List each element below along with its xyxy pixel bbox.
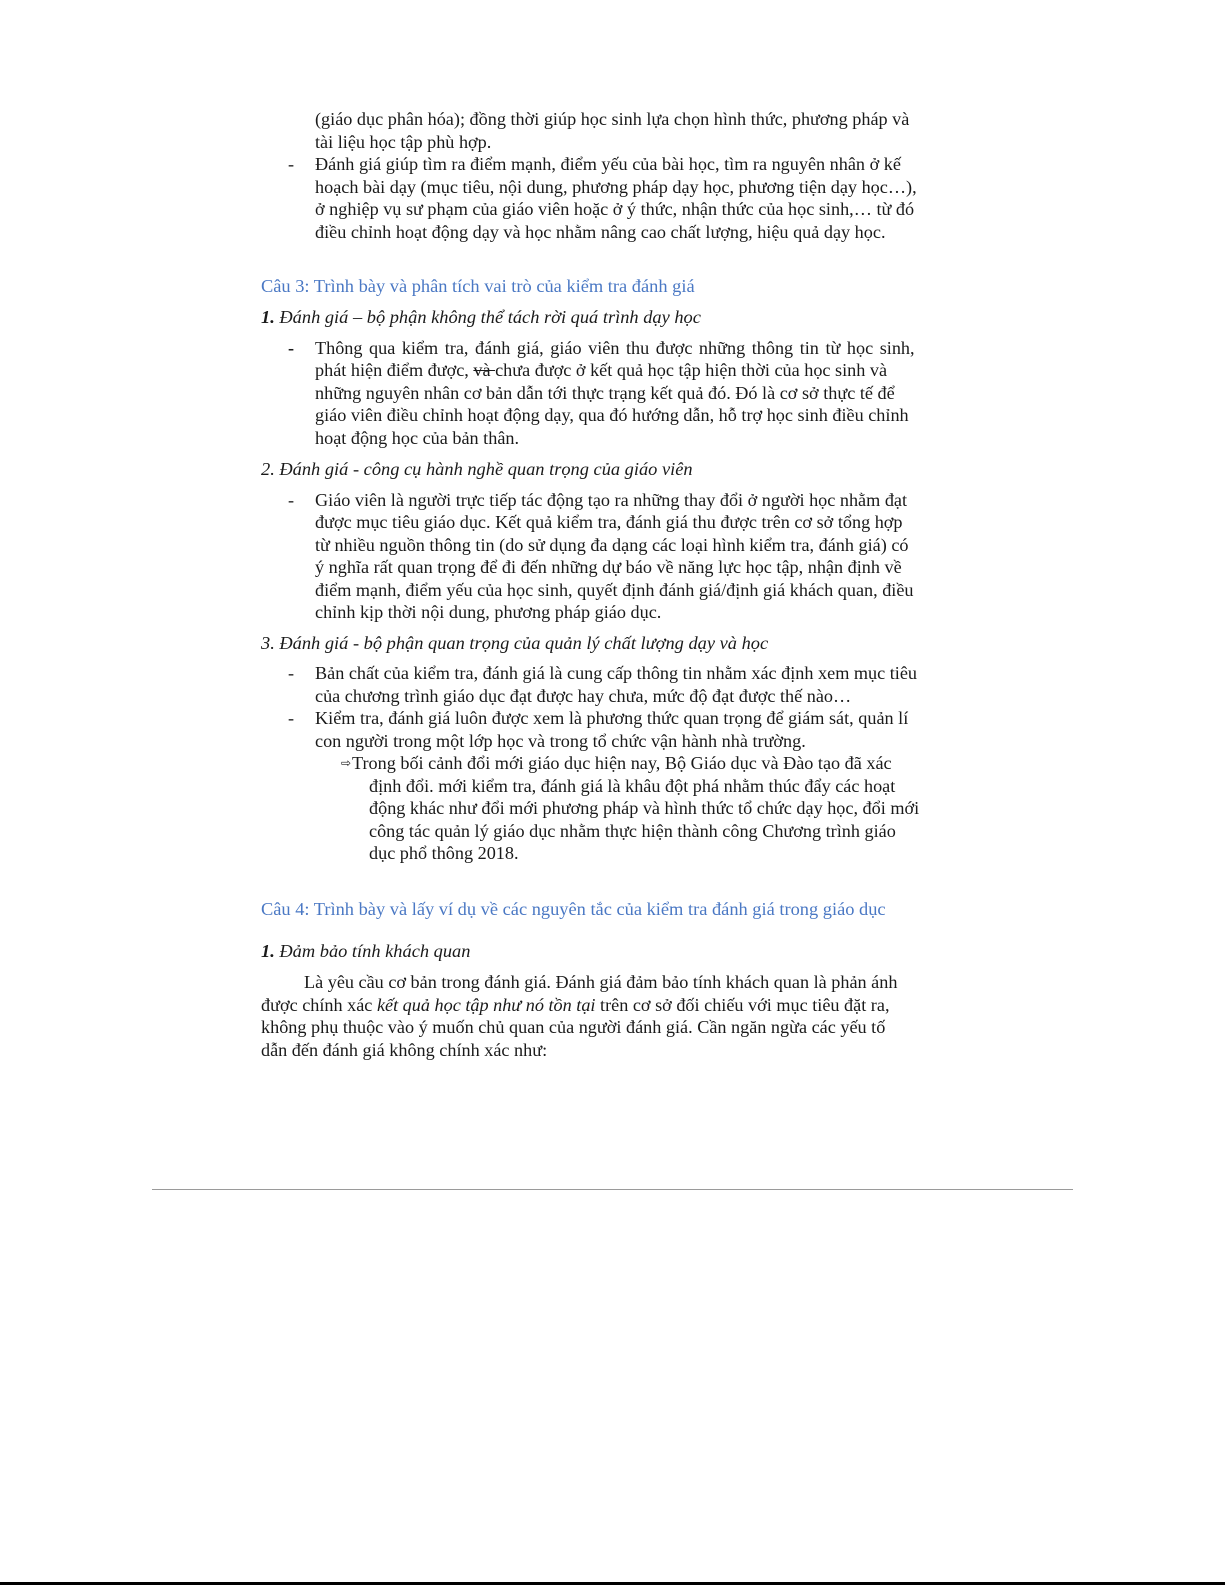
text-line [261,994,890,1017]
text-line: hoạt động học của bản thân. [315,428,520,448]
section-3-title: 3. Đánh giá - bộ phận quan trọng của quản lý chất lượng dạy và học [261,633,769,653]
text-line: những nguyên nhân cơ bản dẫn tới thực trạng kết quả đó. Đó là cơ sở thực tế để [315,383,895,403]
text-line: điểm mạnh, điểm yếu của học sinh, quyết định đánh giá/định giá khách quan, điều [315,580,914,600]
page-divider [152,1189,1073,1190]
principle-1-title [261,940,470,963]
text-line: con người trong một lớp học và trong tổ chức vận hành nhà trường. [315,731,806,751]
text-line: được mục tiêu giáo dục. Kết quả kiểm tra, đánh giá thu được trên cơ sở tổng hợp [315,512,903,532]
arrow-right-icon: ⇨ [341,756,352,770]
text-line: dẫn đến đánh giá không chính xác như: [261,1040,548,1060]
text-line: hoạch bài dạy (mục tiêu, nội dung, phương pháp dạy học, phương tiện dạy học…), [315,177,917,197]
dash-bullet: - [288,338,295,358]
text-line: Trong bối cảnh đổi mới giáo dục hiện nay, Bộ Giáo dục và Đào tạo đã xác [352,753,892,773]
italic-text: kết quả học tập như nó tồn tại [376,995,596,1015]
text-line: Là yêu cầu cơ bản trong đánh giá. Đánh giá đảm bảo tính khách quan là phản ánh [304,972,898,992]
section-title-text: Đánh giá – bộ phận không thể tách rời quá trình dạy học [274,307,701,327]
text-line: dục phổ thông 2018. [369,843,519,863]
text-line: của chương trình giáo dục đạt được hay chưa, mức độ đạt được thế nào… [315,686,852,706]
text-line: Bản chất của kiểm tra, đánh giá là cung cấp thông tin nhằm xác định xem mục tiêu [315,663,918,683]
dash-bullet: - [288,708,295,728]
section-number: 1. [261,307,275,327]
text-line: công tác quản lý giáo dục nhằm thực hiện thành công Chương trình giáo [369,821,896,841]
text-line: ý nghĩa rất quan trọng để đi đến những dự báo về năng lực học tập, nhận định về [315,557,902,577]
text-line: Thông qua kiểm tra, đánh giá, giáo viên thu được những thông tin từ học sinh, [315,338,915,358]
text-line: chỉnh kịp thời nội dung, phương pháp giáo dục. [315,602,662,622]
section-1-title [261,306,701,329]
dash-bullet: - [288,490,295,510]
text-line: định đổi. mới kiểm tra, đánh giá là khâu đột phá nhằm thúc đẩy các hoạt [369,776,896,796]
text-line: không phụ thuộc vào ý muốn chủ quan của người đánh giá. Cần ngăn ngừa các yếu tố [261,1017,886,1037]
text-line: từ nhiều nguồn thông tin (do sử dụng đa dạng các loại hình kiểm tra, đánh giá) có [315,535,909,555]
text-line: tài liệu học tập phù hợp. [315,132,492,152]
dash-bullet: - [288,154,295,174]
text-line: (giáo dục phân hóa); đồng thời giúp học sinh lựa chọn hình thức, phương pháp và [315,109,910,129]
text-segment: chưa được ở kết quả học tập hiện thời của học sinh và [495,360,888,380]
text-line: Giáo viên là người trực tiếp tác động tạo ra những thay đổi ở người học nhằm đạt [315,490,908,510]
text-line: giáo viên điều chỉnh hoạt động dạy, qua đó hướng dẫn, hỗ trợ học sinh điều chỉnh [315,405,909,425]
text-line: Kiểm tra, đánh giá luôn được xem là phương thức quan trọng để giám sát, quản lí [315,708,909,728]
text-segment: trên cơ sở đối chiếu với mục tiêu đặt ra, [595,995,890,1015]
question-4-heading: Câu 4: Trình bày và lấy ví dụ về các nguyên tắc của kiểm tra đánh giá trong giáo dục [261,899,886,919]
section-number: 1. [261,941,275,961]
text-line: điều chỉnh hoạt động dạy và học nhằm nâng cao chất lượng, hiệu quả dạy học. [315,222,886,242]
struck-text: và [473,360,496,380]
text-line [315,359,887,382]
text-segment: phát hiện điểm được, [315,360,474,380]
section-title-text: Đảm bảo tính khách quan [274,941,471,961]
question-3-heading: Câu 3: Trình bày và phân tích vai trò của kiểm tra đánh giá [261,276,695,296]
dash-bullet: - [288,663,295,683]
text-segment: được chính xác [261,995,377,1015]
text-line: động khác như đổi mới phương pháp và hình thức tổ chức dạy học, đổi mới [369,798,920,818]
text-line: ở nghiệp vụ sư phạm của giáo viên hoặc ở ý thức, nhận thức của học sinh,… từ đó [315,199,915,219]
section-2-title: 2. Đánh giá - công cụ hành nghề quan trọng của giáo viên [261,459,693,479]
text-line: Đánh giá giúp tìm ra điểm mạnh, điểm yếu của bài học, tìm ra nguyên nhân ở kế [315,154,901,174]
